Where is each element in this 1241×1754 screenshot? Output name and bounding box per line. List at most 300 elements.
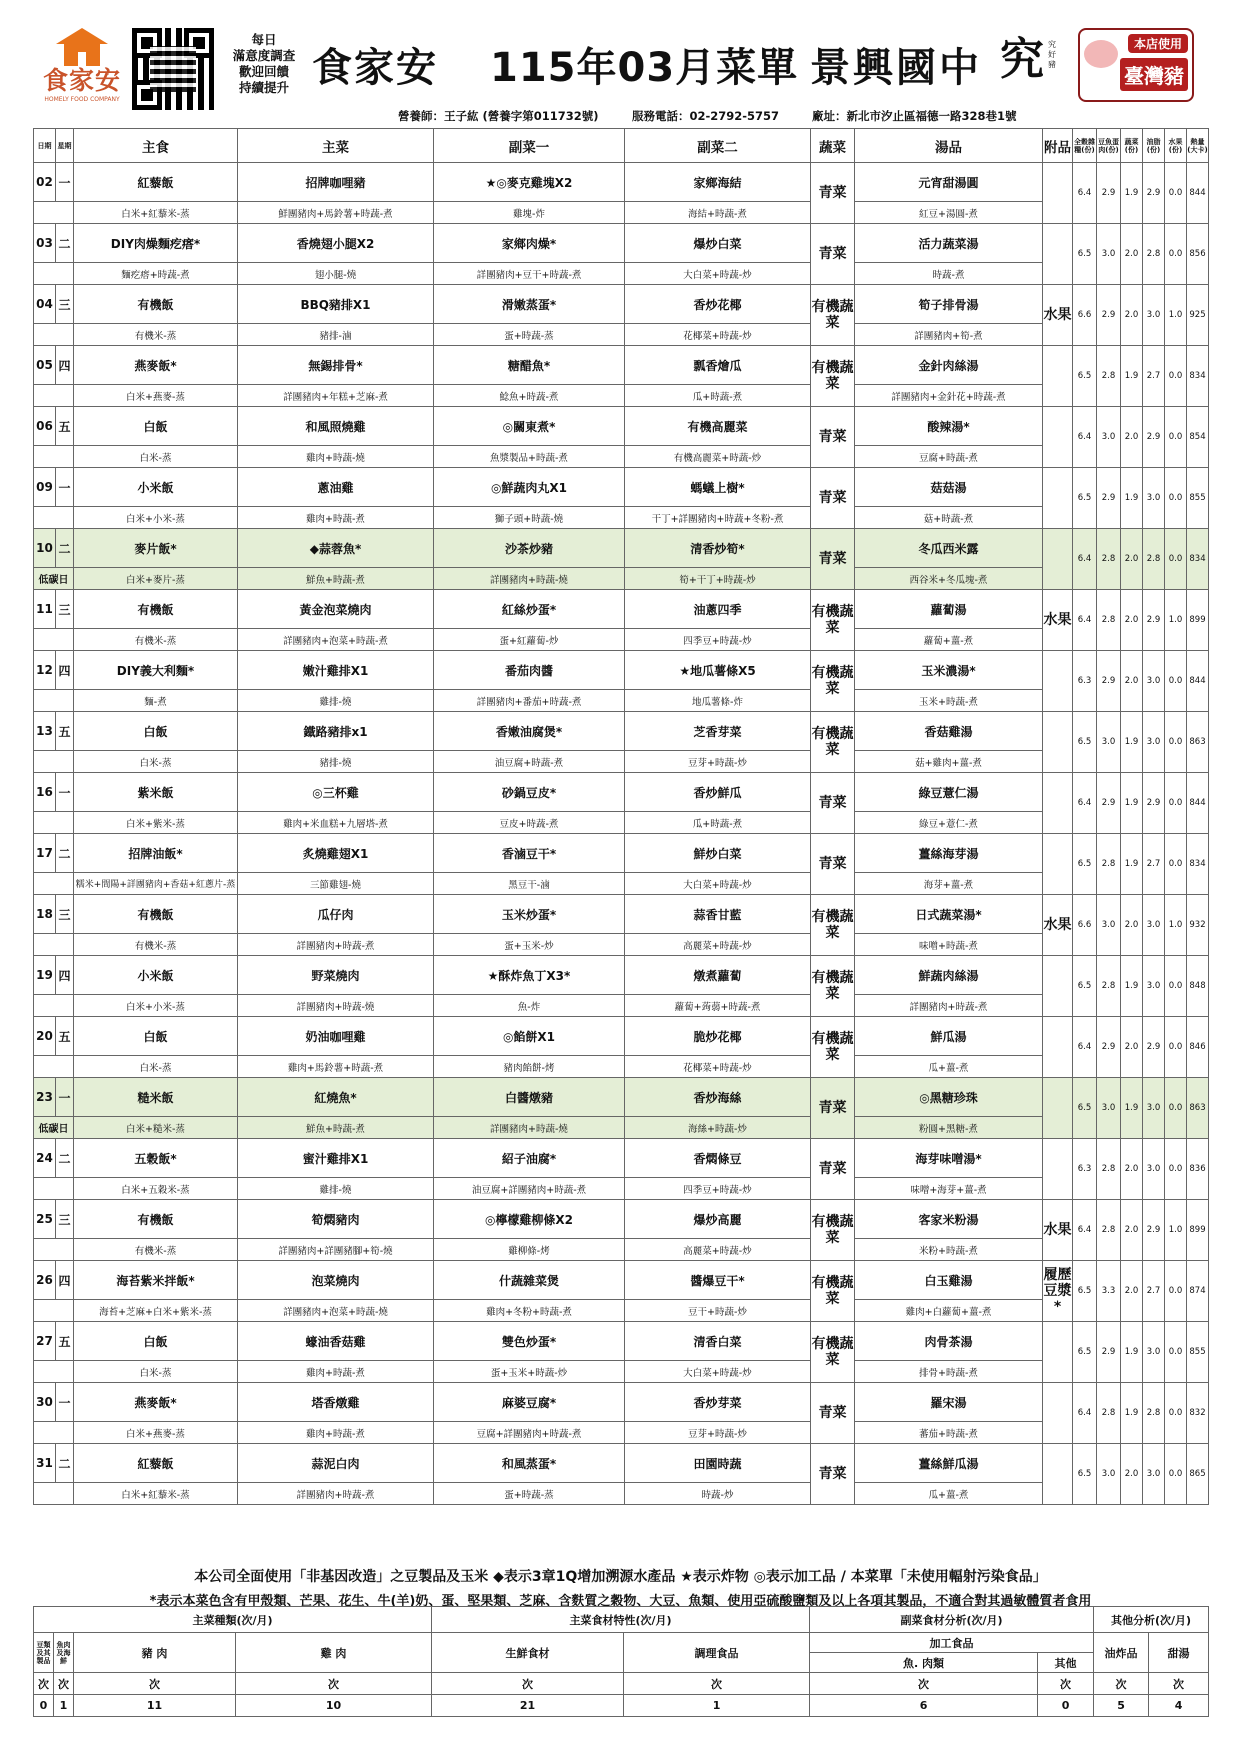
nutrition-value: 2.9 xyxy=(1097,773,1121,834)
side-dish-1 xyxy=(434,590,625,629)
menu-row-ingredients xyxy=(34,324,1209,346)
main-dish xyxy=(238,712,434,751)
nutrition-value: 3.0 xyxy=(1143,468,1165,529)
main-dish xyxy=(238,1383,434,1422)
menu-row-ingredients xyxy=(34,1117,1209,1139)
stats-unit: 次 xyxy=(1149,1673,1209,1695)
side2-ingredients: 大白菜+時蔬-炒 xyxy=(625,263,811,285)
staple-ingredients: 有機米-蒸 xyxy=(74,324,238,346)
menu-weekday: 五 xyxy=(56,1322,74,1361)
main-ingredients: 詳團豬肉+時蔬-煮 xyxy=(238,1483,434,1505)
nutrition-value: 0.0 xyxy=(1165,1017,1187,1078)
side-dish-1-name: 雙色炒蛋* xyxy=(501,1334,557,1349)
nutrition-value: 2.0 xyxy=(1121,224,1143,285)
main-dish xyxy=(238,224,434,263)
extra-item xyxy=(1043,346,1073,407)
survey-line: 持續提升 xyxy=(238,80,289,95)
main-dish xyxy=(238,1139,434,1178)
side-dish-1 xyxy=(434,834,625,873)
menu-row-dishes xyxy=(34,712,1209,751)
col-grains: 全穀雜糧(份) xyxy=(1073,129,1097,163)
menu-date: 23 xyxy=(34,1078,56,1117)
side1-ingredients: 魚-炸 xyxy=(434,995,625,1017)
stats-value: 4 xyxy=(1149,1695,1209,1717)
main-dish-name: 蜜汁雞排X1 xyxy=(302,1151,369,1166)
nutrition-value: 844 xyxy=(1187,651,1209,712)
menu-weekday: 二 xyxy=(56,834,74,873)
extra-item xyxy=(1043,651,1073,712)
nutrition-value: 1.9 xyxy=(1121,1383,1143,1444)
date-spacer xyxy=(34,1056,74,1078)
side-dish-1 xyxy=(434,1139,625,1178)
nutrition-value: 2.0 xyxy=(1121,1200,1143,1261)
staple-dish-name: 麥片飯* xyxy=(134,541,177,556)
soup-dish xyxy=(855,1139,1043,1178)
menu-date: 16 xyxy=(34,773,56,812)
soup-ingredients: 蕃茄+時蔬-煮 xyxy=(855,1422,1043,1444)
date-spacer xyxy=(34,995,74,1017)
badge-main-label: 臺灣豬 xyxy=(1120,58,1188,91)
soup-dish xyxy=(855,285,1043,324)
nutrition-value: 2.9 xyxy=(1143,773,1165,834)
pig-icon xyxy=(1084,40,1118,68)
nutrition-value: 925 xyxy=(1187,285,1209,346)
menu-row-dishes xyxy=(34,1322,1209,1361)
side-dish-2-name: 芝香芽菜 xyxy=(693,724,742,739)
side-dish-2-name: 瓢香燴瓜 xyxy=(693,358,742,373)
menu-row-ingredients xyxy=(34,263,1209,285)
side1-ingredients: 蛋+玉米+時蔬-炒 xyxy=(434,1361,625,1383)
main-dish-name: 炙燒雞翅X1 xyxy=(302,846,369,861)
side2-ingredients: 高麗菜+時蔬-炒 xyxy=(625,1239,811,1261)
nutrition-value: 3.0 xyxy=(1143,1078,1165,1139)
staple-dish xyxy=(74,895,238,934)
main-dish xyxy=(238,834,434,873)
vegetable-dish: 有機蔬菜 xyxy=(811,285,855,346)
menu-row-dishes xyxy=(34,956,1209,995)
soup-dish-name: 白玉雞湯 xyxy=(924,1273,973,1288)
side2-ingredients: 高麗菜+時蔬-炒 xyxy=(625,934,811,956)
staple-ingredients: 白米+小米-蒸 xyxy=(74,995,238,1017)
side-dish-1-name: ◎餡餅X1 xyxy=(502,1029,556,1044)
nutrition-value: 1.0 xyxy=(1165,590,1187,651)
main-dish xyxy=(238,346,434,385)
staple-dish-name: 海苔紫米拌飯* xyxy=(116,1273,195,1288)
stats-value: 5 xyxy=(1094,1695,1149,1717)
side-dish-2 xyxy=(625,1322,811,1361)
menu-date: 05 xyxy=(34,346,56,385)
staple-dish xyxy=(74,346,238,385)
nutrition-value: 899 xyxy=(1187,1200,1209,1261)
staple-dish xyxy=(74,1383,238,1422)
stats-unit: 次 xyxy=(432,1673,624,1695)
nutrition-value: 6.4 xyxy=(1073,407,1097,468)
main-ingredients: 鮮魚+時蔬-煮 xyxy=(238,568,434,590)
nutrition-value: 0.0 xyxy=(1165,1139,1187,1200)
soup-dish xyxy=(855,163,1043,202)
menu-weekday: 一 xyxy=(56,163,74,202)
menu-row-ingredients xyxy=(34,690,1209,712)
side-dish-2-name: 香燜條豆 xyxy=(693,1151,742,1166)
badge-top-label: 本店使用 xyxy=(1128,34,1188,53)
nutrition-value: 834 xyxy=(1187,346,1209,407)
main-dish-name: 和風照燒雞 xyxy=(305,419,366,434)
soup-ingredients: 詳團豬肉+筍-煮 xyxy=(855,324,1043,346)
nutrition-value: 855 xyxy=(1187,1322,1209,1383)
menu-weekday: 四 xyxy=(56,346,74,385)
survey-text xyxy=(224,32,304,96)
date-spacer xyxy=(34,1422,74,1444)
nutrition-value: 844 xyxy=(1187,773,1209,834)
side-dish-1 xyxy=(434,1444,625,1483)
nutrition-value: 3.0 xyxy=(1097,407,1121,468)
main-ingredients: 詳團豬肉+詳團豬腳+筍-燒 xyxy=(238,1239,434,1261)
stats-value: 1 xyxy=(54,1695,74,1717)
staple-dish-name: 有機飯 xyxy=(137,602,174,617)
nutrition-value: 6.6 xyxy=(1073,895,1097,956)
nutrition-value: 0.0 xyxy=(1165,1078,1187,1139)
soup-dish-name: 蘿蔔湯 xyxy=(930,602,967,617)
side1-ingredients: 詳團豬肉+時蔬-燒 xyxy=(434,1117,625,1139)
stats-value: 0 xyxy=(34,1695,54,1717)
side2-ingredients: 海絲+時蔬-炒 xyxy=(625,1117,811,1139)
menu-weekday: 一 xyxy=(56,773,74,812)
staple-dish xyxy=(74,1078,238,1117)
soup-dish xyxy=(855,712,1043,751)
qr-code-icon[interactable] xyxy=(132,28,214,110)
main-dish-name: 紅燒魚* xyxy=(314,1090,357,1105)
staple-ingredients: 白米+紫米-蒸 xyxy=(74,812,238,834)
menu-row-ingredients xyxy=(34,1483,1209,1505)
menu-row-dishes xyxy=(34,407,1209,446)
staple-ingredients: 白米+紅藜米-蒸 xyxy=(74,202,238,224)
menu-row-ingredients xyxy=(34,873,1209,895)
side-dish-2-name: 螞蟻上樹* xyxy=(690,480,745,495)
side-dish-1-name: 和風蒸蛋* xyxy=(501,1456,557,1471)
side-dish-1 xyxy=(434,956,625,995)
nutrition-value: 6.4 xyxy=(1073,1017,1097,1078)
nutrition-value: 3.0 xyxy=(1097,224,1121,285)
nutrition-value: 1.0 xyxy=(1165,285,1187,346)
side-dish-1 xyxy=(434,529,625,568)
nutrition-value: 2.8 xyxy=(1097,346,1121,407)
main-ingredients: 三節雞翅-燒 xyxy=(238,873,434,895)
extra-item xyxy=(1043,1139,1073,1200)
main-dish-name: 瓜仔肉 xyxy=(317,907,354,922)
nutrition-value: 1.0 xyxy=(1165,1200,1187,1261)
main-dish-name: 蒜泥白肉 xyxy=(311,1456,360,1471)
stats-other: 其他 xyxy=(1038,1653,1094,1673)
side-dish-1-name: 滑嫩蒸蛋* xyxy=(501,297,557,312)
main-ingredients: 雞肉+時蔬-煮 xyxy=(238,1361,434,1383)
side1-ingredients: 魚漿製品+時蔬-煮 xyxy=(434,446,625,468)
menu-row-ingredients xyxy=(34,1361,1209,1383)
col-calories: 熱量(大卡) xyxy=(1187,129,1209,163)
menu-header xyxy=(0,0,1241,128)
side-dish-2 xyxy=(625,285,811,324)
soup-dish-name: 客家米粉湯 xyxy=(918,1212,979,1227)
staple-ingredients: 白米-蒸 xyxy=(74,1361,238,1383)
nutrition-value: 0.0 xyxy=(1165,1322,1187,1383)
nutrition-value: 3.0 xyxy=(1143,956,1165,1017)
nutrition-value: 2.0 xyxy=(1121,895,1143,956)
menu-row-ingredients xyxy=(34,568,1209,590)
nutrition-value: 2.9 xyxy=(1143,1017,1165,1078)
soup-ingredients: 菇+時蔬-煮 xyxy=(855,507,1043,529)
main-dish xyxy=(238,651,434,690)
nutrition-value: 932 xyxy=(1187,895,1209,956)
menu-row-dishes xyxy=(34,590,1209,629)
menu-row-ingredients xyxy=(34,751,1209,773)
menu-date: 25 xyxy=(34,1200,56,1239)
nutrition-value: 6.5 xyxy=(1073,468,1097,529)
side-dish-1-name: 麻婆豆腐* xyxy=(501,1395,557,1410)
month-title: 115年03月菜單 xyxy=(490,45,799,91)
soup-ingredients: 紅豆+湯圓-煮 xyxy=(855,202,1043,224)
vegetable-dish: 青菜 xyxy=(811,529,855,590)
staple-dish xyxy=(74,1139,238,1178)
staple-dish xyxy=(74,224,238,263)
nutrition-value: 3.0 xyxy=(1143,1322,1165,1383)
soup-dish-name: 羅宋湯 xyxy=(930,1395,967,1410)
main-dish xyxy=(238,163,434,202)
soup-ingredients: 味噌+海芽+薑-煮 xyxy=(855,1178,1043,1200)
staple-dish xyxy=(74,1200,238,1239)
nutrition-value: 1.9 xyxy=(1121,834,1143,895)
side2-ingredients: 豆干+時蔬-炒 xyxy=(625,1300,811,1322)
nutrition-value: 0.0 xyxy=(1165,773,1187,834)
company-logo xyxy=(34,28,130,120)
staple-dish-name: 有機飯 xyxy=(137,297,174,312)
date-spacer xyxy=(34,263,74,285)
side1-ingredients: 獅子頭+時蔬-燒 xyxy=(434,507,625,529)
side-dish-1 xyxy=(434,1078,625,1117)
vegetable-dish: 青菜 xyxy=(811,163,855,224)
soup-ingredients: 西谷米+冬瓜塊-煮 xyxy=(855,568,1043,590)
side-dish-1 xyxy=(434,163,625,202)
side-dish-2-name: 香炒花椰 xyxy=(693,297,742,312)
menu-weekday: 三 xyxy=(56,285,74,324)
date-spacer xyxy=(34,507,74,529)
side-dish-2 xyxy=(625,529,811,568)
main-ingredients: 詳團豬肉+年糕+芝麻-煮 xyxy=(238,385,434,407)
staple-dish xyxy=(74,468,238,507)
nutrition-value: 2.9 xyxy=(1143,1200,1165,1261)
side-dish-2 xyxy=(625,1383,811,1422)
side1-ingredients: 蛋+時蔬-蒸 xyxy=(434,324,625,346)
stats-value: 0 xyxy=(1038,1695,1094,1717)
main-ingredients: 鮮魚+時蔬-煮 xyxy=(238,1117,434,1139)
side-dish-2 xyxy=(625,1444,811,1483)
soup-dish-name: 綠豆薏仁湯 xyxy=(918,785,979,800)
menu-row-dishes xyxy=(34,529,1209,568)
nutrition-value: 863 xyxy=(1187,1078,1209,1139)
stats-unit: 次 xyxy=(624,1673,810,1695)
extra-item xyxy=(1043,468,1073,529)
soup-dish-name: 鮮蔬肉絲湯 xyxy=(918,968,979,983)
side-dish-2-name: ★地瓜薯條X5 xyxy=(679,663,756,678)
menu-row-ingredients xyxy=(34,202,1209,224)
nutrition-value: 2.9 xyxy=(1097,163,1121,224)
date-spacer xyxy=(34,446,74,468)
main-ingredients: 豬排-燒 xyxy=(238,751,434,773)
col-veg: 蔬菜 xyxy=(811,129,855,163)
nutrition-value: 854 xyxy=(1187,407,1209,468)
side-dish-2 xyxy=(625,773,811,812)
vegetable-dish: 青菜 xyxy=(811,773,855,834)
extra-item xyxy=(1043,1017,1073,1078)
side-dish-2 xyxy=(625,224,811,263)
vegetable-dish: 青菜 xyxy=(811,468,855,529)
side2-ingredients: 瓜+時蔬-煮 xyxy=(625,812,811,834)
date-spacer xyxy=(34,1361,74,1383)
staple-dish xyxy=(74,163,238,202)
nutrition-value: 6.5 xyxy=(1073,834,1097,895)
stats-unit: 次 xyxy=(34,1673,54,1695)
soup-dish-name: 薑絲海芽湯 xyxy=(918,846,979,861)
side-dish-2 xyxy=(625,346,811,385)
date-spacer xyxy=(34,751,74,773)
side-dish-2 xyxy=(625,468,811,507)
nutrition-value: 1.0 xyxy=(1165,895,1187,956)
nutrition-value: 3.0 xyxy=(1143,712,1165,773)
stats-group-other: 其他分析(次/月) xyxy=(1094,1607,1209,1633)
staple-dish xyxy=(74,1322,238,1361)
staple-ingredients: 白米+小米-蒸 xyxy=(74,507,238,529)
side-dish-2-name: 香炒芽菜 xyxy=(693,1395,742,1410)
menu-row-dishes xyxy=(34,1139,1209,1178)
nutrition-value: 2.9 xyxy=(1097,285,1121,346)
soup-dish-name: 金針肉絲湯 xyxy=(918,358,979,373)
side-dish-1 xyxy=(434,1383,625,1422)
stats-unit-row xyxy=(34,1673,1209,1695)
soup-dish xyxy=(855,1383,1043,1422)
menu-row-dishes xyxy=(34,773,1209,812)
main-dish xyxy=(238,1444,434,1483)
main-dish xyxy=(238,956,434,995)
nutrition-value: 2.8 xyxy=(1097,1139,1121,1200)
soup-dish-name: 玉米濃湯* xyxy=(921,663,976,678)
nutrition-value: 3.0 xyxy=(1143,651,1165,712)
side-dish-1-name: 紹子油腐* xyxy=(501,1151,557,1166)
stats-value: 10 xyxy=(236,1695,432,1717)
survey-line: 歡迎回饋 xyxy=(238,64,289,79)
menu-row-dishes xyxy=(34,1444,1209,1483)
staple-dish-name: 紫米飯 xyxy=(137,785,174,800)
soup-ingredients: 蘿蔔+薑-煮 xyxy=(855,629,1043,651)
side-dish-1 xyxy=(434,468,625,507)
nutrition-value: 874 xyxy=(1187,1261,1209,1322)
side-dish-1 xyxy=(434,224,625,263)
extra-item xyxy=(1043,956,1073,1017)
side-dish-2-name: 蒜香甘藍 xyxy=(693,907,742,922)
side1-ingredients: 鯰魚+時蔬-煮 xyxy=(434,385,625,407)
col-side2: 副菜二 xyxy=(625,129,811,163)
nutrition-value: 834 xyxy=(1187,834,1209,895)
soup-dish-name: 菇菇湯 xyxy=(930,480,967,495)
staple-ingredients: 白米+五穀米-蒸 xyxy=(74,1178,238,1200)
side-dish-1-name: 玉米炒蛋* xyxy=(501,907,557,922)
staple-dish-name: 五穀飯* xyxy=(134,1151,177,1166)
main-ingredients: 雞排-燒 xyxy=(238,1178,434,1200)
main-ingredients: 雞肉+時蔬-煮 xyxy=(238,507,434,529)
main-dish-name: 黃金泡菜燒肉 xyxy=(299,602,372,617)
side2-ingredients: 地瓜薯條-炸 xyxy=(625,690,811,712)
extra-item xyxy=(1043,224,1073,285)
side2-ingredients: 時蔬-炒 xyxy=(625,1483,811,1505)
menu-weekday: 二 xyxy=(56,1139,74,1178)
side1-ingredients: 豬肉餡餅-烤 xyxy=(434,1056,625,1078)
menu-row-dishes xyxy=(34,468,1209,507)
extra-item xyxy=(1043,1383,1073,1444)
staple-dish xyxy=(74,773,238,812)
nutrition-value: 2.8 xyxy=(1143,224,1165,285)
staple-dish-name: DIY肉燥麵疙瘩* xyxy=(110,236,201,251)
soup-dish xyxy=(855,346,1043,385)
menu-weekday: 三 xyxy=(56,1200,74,1239)
dietitian-info: 營養師：王子紘 (營養字第011732號) xyxy=(398,109,599,123)
menu-body xyxy=(34,163,1209,1505)
stats-unit: 次 xyxy=(74,1673,236,1695)
menu-date: 31 xyxy=(34,1444,56,1483)
menu-weekday: 一 xyxy=(56,468,74,507)
side1-ingredients: 雞塊-炸 xyxy=(434,202,625,224)
soup-dish xyxy=(855,1200,1043,1239)
staple-dish-name: 白飯 xyxy=(143,724,168,739)
staple-dish-name: 紅藜飯 xyxy=(137,1456,174,1471)
soup-dish xyxy=(855,407,1043,446)
stats-unit: 次 xyxy=(810,1673,1038,1695)
menu-row-dishes xyxy=(34,346,1209,385)
nutrition-value: 2.7 xyxy=(1143,1261,1165,1322)
nutrition-value: 2.9 xyxy=(1097,1017,1121,1078)
col-main: 主菜 xyxy=(238,129,434,163)
menu-row-ingredients xyxy=(34,812,1209,834)
menu-table xyxy=(33,128,1209,1505)
menu-row-ingredients xyxy=(34,934,1209,956)
nutrition-value: 0.0 xyxy=(1165,834,1187,895)
side-dish-1 xyxy=(434,1322,625,1361)
side-dish-2 xyxy=(625,651,811,690)
staple-dish xyxy=(74,712,238,751)
side2-ingredients: 四季豆+時蔬-炒 xyxy=(625,629,811,651)
nutrition-value: 2.0 xyxy=(1121,590,1143,651)
side-dish-2-name: 醬爆豆干* xyxy=(690,1273,745,1288)
side-dish-1-name: 紅絲炒蛋* xyxy=(501,602,557,617)
nutrition-value: 1.9 xyxy=(1121,1078,1143,1139)
vegetable-dish: 有機蔬菜 xyxy=(811,1200,855,1261)
staple-ingredients: 白米-蒸 xyxy=(74,446,238,468)
main-ingredients: 雞肉+時蔬-煮 xyxy=(238,1422,434,1444)
extra-item xyxy=(1043,1322,1073,1383)
nutrition-value: 2.0 xyxy=(1121,407,1143,468)
main-dish xyxy=(238,1200,434,1239)
nutrition-value: 6.6 xyxy=(1073,285,1097,346)
side2-ingredients: 筍+干丁+時蔬-炒 xyxy=(625,568,811,590)
side-dish-1-name: 砂鍋豆皮* xyxy=(501,785,557,800)
logo-subtext: HOMELY FOOD COMPANY xyxy=(44,96,120,103)
soup-ingredients: 玉米+時蔬-煮 xyxy=(855,690,1043,712)
nutrition-value: 2.7 xyxy=(1143,834,1165,895)
nutrition-value: 6.3 xyxy=(1073,1139,1097,1200)
staple-ingredients: 白米-蒸 xyxy=(74,751,238,773)
soup-dish xyxy=(855,1322,1043,1361)
staple-dish-name: 白飯 xyxy=(143,419,168,434)
menu-weekday: 二 xyxy=(56,1444,74,1483)
nutrition-value: 0.0 xyxy=(1165,956,1187,1017)
staple-dish xyxy=(74,1017,238,1056)
menu-weekday: 四 xyxy=(56,651,74,690)
